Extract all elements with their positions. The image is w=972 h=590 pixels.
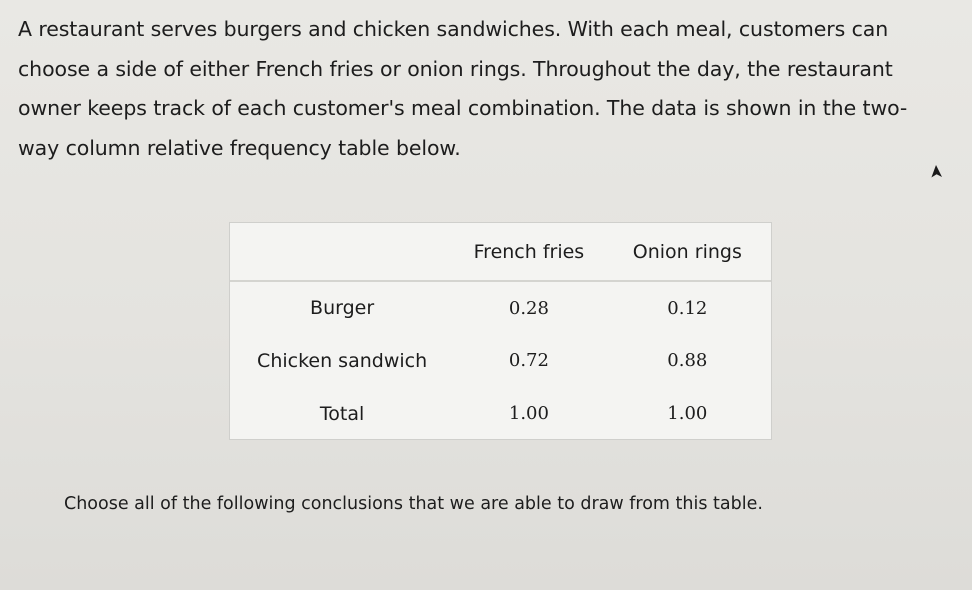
column-header-french-fries: French fries [454,223,603,281]
table-cell: 0.72 [508,350,549,371]
question-text [18,10,958,168]
frequency-table [229,222,772,440]
row-label-burger: Burger [310,297,375,319]
table-row [230,334,771,387]
table-row [230,281,771,334]
table-cell: 0.88 [667,350,708,371]
table-corner-header [230,223,454,281]
instruction-prompt: Choose all of the following conclusions that we are able to draw from this table. [64,494,763,514]
table-cell: 1.00 [667,403,708,424]
column-header-onion-rings: Onion rings [604,223,771,281]
mouse-cursor-icon [928,164,944,180]
question-line: choose a side of either French fries or onion rings. Throughout the day, the restaurant [18,56,893,81]
table-header-row [230,223,771,281]
question-line: A restaurant serves burgers and chicken sandwiches. With each meal, customers can [18,17,889,41]
table-cell: 0.28 [508,297,549,319]
row-label-chicken-sandwich: Chicken sandwich [257,349,428,372]
table-cell: 1.00 [508,403,549,424]
question-line: owner keeps track of each customer's meal combination. The data is shown in the two- [18,96,908,120]
table-row [230,387,771,440]
question-line: way column relative frequency table below. [18,135,461,160]
row-label-total: Total [319,402,365,425]
table-cell: 0.12 [667,297,708,319]
